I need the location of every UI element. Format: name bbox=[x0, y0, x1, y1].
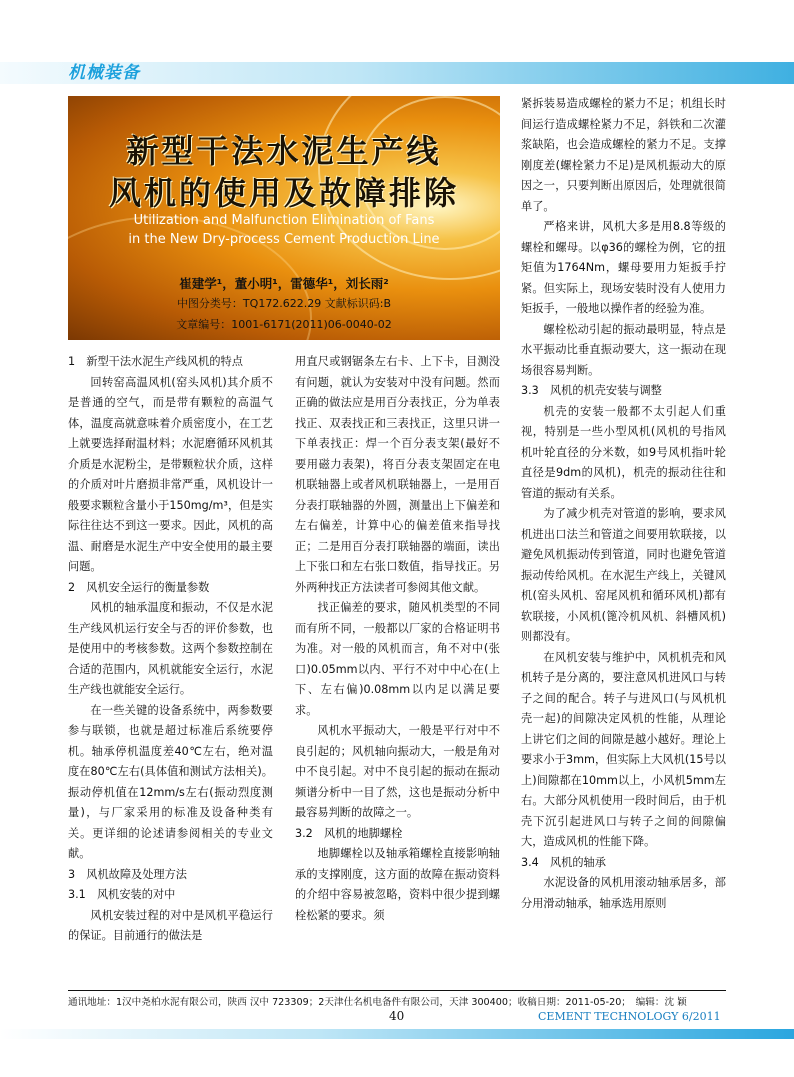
paragraph: 水泥设备的风机用滚动轴承居多，部分用滑动轴承，轴承选用原则 bbox=[521, 876, 726, 910]
footer-bar bbox=[0, 1029, 794, 1039]
paragraph: 回转窑高温风机(窑头风机)其介质不是普通的空气，而是带有颗粒的高温气体，温度高就意味着介质密度小，在工艺上就要选择耐温材料；水泥磨循环风机其介质是水泥粉尘，是带颗粒状介质，这样的介质对叶片磨损非常严重，风机设计一般要求颗粒含量小于150mg/m³，但是实际往往达不到这一要求。因此，风机的高温、耐磨是水泥生产中安全使用的最主要问题。 bbox=[68, 375, 273, 573]
section-heading: 3.1 风机安装的对中 bbox=[68, 888, 176, 901]
footer-note: 通讯地址：1汉中尧柏水泥有限公司，陕西 汉中 723309；2天津仕名机电备件有限公司，天津 300400；收稿日期：2011-05-20； 编辑：沈 颖 bbox=[68, 997, 687, 1008]
english-title-line-1: Utilization and Malfunction Elimination of Fans bbox=[133, 213, 435, 228]
english-title-line-2: in the New Dry-process Cement Production Line bbox=[128, 232, 440, 247]
paragraph: 为了减少机壳对管道的影响，要求风机进出口法兰和管道之间要用软联接，以避免风机振动传到管道，同时也避免管道振动传给风机。在水泥生产线上，关键风机(窑头风机、窑尾风机和循环风机)都有软联接，小风机(篦冷机风机、斜槽风机)则都没有。 bbox=[521, 507, 726, 643]
authors: 崔建学¹，董小明¹，雷德华¹，刘长雨² bbox=[179, 276, 389, 291]
paragraph: 紧拆装易造成螺栓的紧力不足；机组长时间运行造成螺栓紧力不足，斜铁和二次灌浆缺陷，也会造成螺栓的紧力不足。支撑刚度差(螺栓紧力不足)是风机振动大的原因之一，只要判断出原因后，处理就很简单了。 bbox=[521, 97, 726, 213]
paragraph: 在风机安装与维护中，风机机壳和风机转子是分离的，要注意风机进风口与转子之间的配合。转子与进风口(与风机机壳一起)的间隙决定风机的性能，从理论上讲它们之间的间隙是越小越好。理论上要求小于3mm，但实际上大风机(15号以上)间隙都在10mm以上，小风机5mm左右。大部分风机使用一段时间后，由于机壳下沉引起进风口与转子之间的间隙偏大，造成风机的性能下降。 bbox=[521, 650, 726, 848]
text-column-3 bbox=[521, 94, 726, 914]
article-number: 文章编号：1001-6171(2011)06-0040-02 bbox=[176, 318, 392, 331]
paragraph: 严格来讲，风机大多是用8.8等级的螺栓和螺母。以φ36的螺栓为例，它的扭矩值为1764Nm，螺母要用力矩扳手拧紧。但实际上，现场安装时没有人使用力矩扳手，一般地以操作者的经验为准。 bbox=[521, 220, 726, 315]
paragraph: 在一些关键的设备系统中，两参数要参与联锁，也就是超过标准后系统要停机。轴承停机温度差40℃左右，绝对温度在80℃左右(具体值和测试方法相关)。振动停机值在12mm/s左右(振动烈度测量)，与厂家采用的标准及设备种类有关。更详细的论述请参阅相关的专业文献。 bbox=[68, 703, 273, 860]
section-heading: 1 新型干法水泥生产线风机的特点 bbox=[68, 355, 243, 368]
paragraph: 螺栓松动引起的振动最明显，特点是水平振动比垂直振动要大，这一振动在现场很容易判断。 bbox=[521, 322, 726, 377]
title-line-2: 风机的使用及故障排除 bbox=[108, 174, 459, 212]
paragraph: 风机的轴承温度和振动，不仅是水泥生产线风机运行安全与否的评价参数，也是使用中的考核参数。这两个参数控制在合适的范围内，风机就能安全运行，水泥生产线也就能安全运行。 bbox=[68, 601, 273, 696]
paragraph: 用直尺或钢锯条左右卡、上下卡，目测没有问题，就认为安装对中没有问题。然而正确的做法应是用百分表找正，分为单表找正、双表找正和三表找正，这里只讲一下单表找正：焊一个百分表支架(最好不要用磁力表架)，将百分表支架固定在电机联轴器上或者风机联轴器上，一是用百分表打联轴器的外圆，测量出上下偏差和左右偏差，计算中心的偏差值来指导找正；二是用百分表打联轴器的端面，读出上下张口和左右张口数值，指导找正。另外两种找正方法读者可参阅其他文献。 bbox=[295, 355, 500, 594]
page-number: 40 bbox=[389, 1009, 405, 1023]
paragraph: 地脚螺栓以及轴承箱螺栓直接影响轴承的支撑刚度，这方面的故障在振动资料的介绍中容易被忽略，资料中很少提到螺栓松紧的要求。须 bbox=[295, 847, 500, 922]
title-line-1: 新型干法水泥生产线 bbox=[126, 132, 442, 170]
paragraph: 风机安装过程的对中是风机平稳运行的保证。目前通行的做法是 bbox=[68, 908, 273, 942]
clc-number: 中图分类号：TQ172.622.29 文献标识码:B bbox=[176, 297, 392, 310]
paragraph: 机壳的安装一般都不太引起人们重视，特别是一些小型风机(风机的号指风机叶轮直径的分米数，如9号风机指叶轮直径是9dm的风机)，机壳的振动往往和管道的振动有关系。 bbox=[521, 404, 726, 500]
journal-name: CEMENT TECHNOLOGY 6/2011 bbox=[538, 1010, 721, 1023]
text-column-1 bbox=[68, 352, 273, 947]
section-heading: 3.2 风机的地脚螺栓 bbox=[295, 826, 403, 840]
section-heading: 2 风机安全运行的衡量参数 bbox=[68, 580, 210, 594]
section-heading: 3.3 风机的机壳安装与调整 bbox=[521, 384, 662, 397]
footer-rule bbox=[68, 990, 726, 991]
text-column-2 bbox=[295, 352, 500, 926]
paragraph: 找正偏差的要求，随风机类型的不同而有所不同，一般都以厂家的合格证明书为准。对一般的风机而言，角不对中(张口)0.05mm以内、平行不对中中心在(上下、左右偏)0.08mm以内足以满足要求。 bbox=[295, 601, 500, 717]
paragraph: 风机水平振动大，一般是平行对中不良引起的；风机轴向振动大，一般是角对中不良引起。对中不良引起的振动在振动频谱分析中一目了然，这也是振动分析中最容易判断的故障之一。 bbox=[295, 724, 500, 819]
section-heading: 3 风机故障及处理方法 bbox=[68, 867, 187, 881]
banner-title-layer bbox=[68, 0, 500, 340]
section-heading: 3.4 风机的轴承 bbox=[521, 855, 606, 869]
section-label: 机械装备 bbox=[68, 63, 140, 83]
